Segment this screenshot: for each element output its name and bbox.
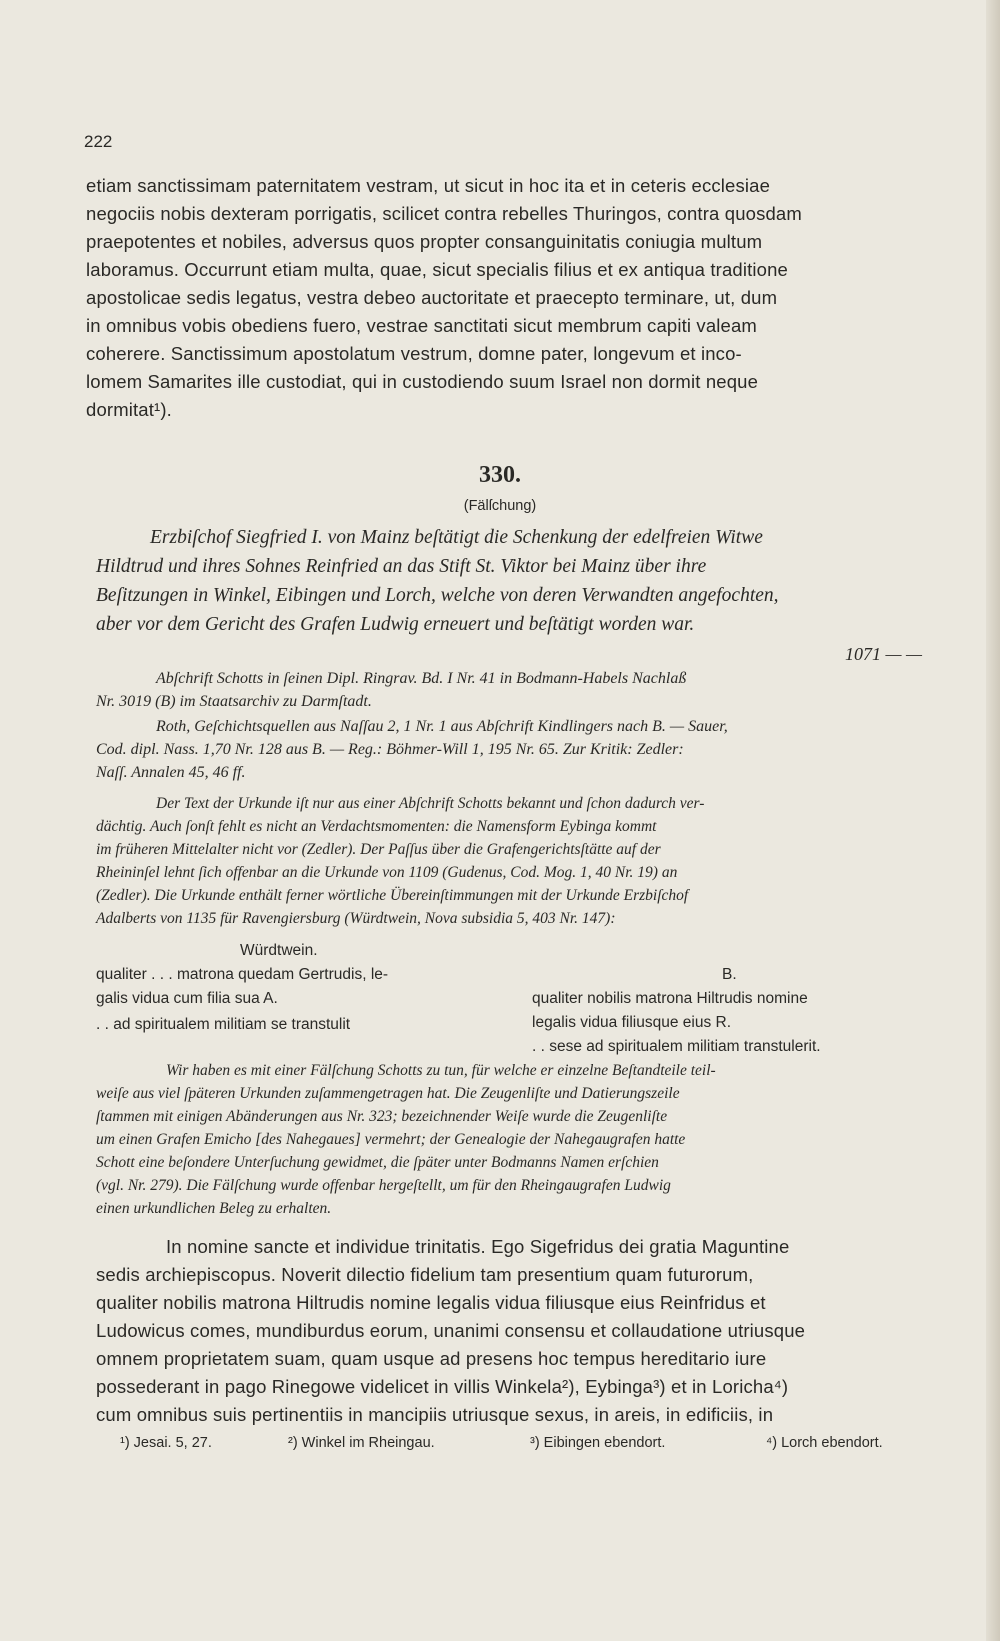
page-number: 222 [84, 132, 113, 151]
comparison-right-line: legalis vidua filiusque eius R. [532, 1014, 732, 1031]
text-line: dormitat¹). [86, 399, 172, 420]
text-line: coherere. Sanctissimum apostolatum vestrum, domne pater, longevum et inco- [86, 343, 742, 364]
charter-line: Ludowicus comes, mundiburdus eorum, unanimi consensu et collaudatione utriusque [96, 1320, 806, 1341]
source-line: Naſſ. Annalen 45, 46 ff. [96, 764, 246, 781]
footnote: ³) Eibingen ebendort. [530, 1435, 666, 1451]
text-line: etiam sanctissimam paternitatem vestram, ut sicut in hoc ita et in ceteris ecclesiae [86, 175, 771, 196]
commentary-line: Der Text der Urkunde iſt nur aus einer Abſchrift Schotts bekannt und ſchon dadurch ver- [156, 795, 705, 812]
document-subtitle: (Fälſchung) [463, 498, 537, 514]
analysis-line: Schott eine beſondere Unterſuchung gewidmet, die ſpäter unter Bodmanns Namen erſchien [96, 1154, 659, 1171]
comparison-right-line: qualiter nobilis matrona Hiltrudis nomine [532, 990, 808, 1007]
analysis-line: ſtammen mit einigen Abänderungen aus Nr. 323; bezeichnender Weiſe wurde die Zeugenliſte [96, 1108, 668, 1125]
text-line: praepotentes et nobiles, adversus quos propter consanguinitatis coniugia multum [86, 231, 763, 252]
charter-line: In nomine sancte et individue trinitatis. Ego Sigefridus dei gratia Maguntine [166, 1236, 790, 1257]
comparison-left-heading: Würdtwein. [240, 942, 318, 959]
source-line: Roth, Geſchichtsquellen aus Naſſau 2, 1 Nr. 1 aus Abſchrift Kindlingers nach B. — Sauer, [156, 718, 728, 735]
source-line: Abſchrift Schotts in ſeinen Dipl. Ringrav. Bd. I Nr. 41 in Bodmann-Habels Nachlaß [156, 670, 687, 687]
analysis-line: Wir haben es mit einer Fälſchung Schotts zu tun, für welche er einzelne Beſtandteile teil- [166, 1062, 716, 1079]
analysis-line: um einen Grafen Emicho [des Nahegaues] vermehrt; der Genealogie der Nahegaugrafen hatte [96, 1131, 686, 1148]
regest-line: Beſitzungen in Winkel, Eibingen und Lorch, welche von deren Verwandten angefochten, [96, 585, 779, 606]
commentary-line: Rheininſel lehnt ſich offenbar an die Urkunde von 1109 (Gudenus, Cod. Mog. 1, 40 Nr. 19) an [96, 864, 678, 881]
regest-line: aber vor dem Gericht des Grafen Ludwig erneuert und beſtätigt worden war. [96, 614, 695, 635]
footnote: ⁴) Lorch ebendort. [766, 1435, 883, 1451]
comparison-left-line: qualiter . . . matrona quedam Gertrudis, le- [96, 966, 389, 983]
regest-line: Hildtrud und ihres Sohnes Reinfried an das Stift St. Viktor bei Mainz über ihre [96, 556, 707, 577]
source-line: Nr. 3019 (B) im Staatsarchiv zu Darmſtadt. [96, 693, 372, 710]
regest-line: Erzbiſchof Siegfried I. von Mainz beſtätigt die Schenkung der edelfreien Witwe [150, 527, 763, 548]
commentary-line: dächtig. Auch ſonſt fehlt es nicht an Verdachtsmomenten: die Namensform Eybinga kommt [96, 818, 657, 835]
footnote: ¹) Jesai. 5, 27. [120, 1435, 212, 1451]
charter-line: omnem proprietatem suam, quam usque ad presens hoc tempus hereditario iure [96, 1348, 767, 1369]
comparison-right-line: . . sese ad spiritualem militiam transtulerit. [532, 1038, 821, 1055]
analysis-line: einen urkundlichen Beleg zu erhalten. [96, 1200, 332, 1217]
charter-line: cum omnibus suis pertinentiis in mancipiis utriusque sexus, in areis, in edificiis, in [96, 1404, 774, 1425]
source-line: Cod. dipl. Nass. 1,70 Nr. 128 aus B. — Reg.: Böhmer-Will 1, 195 Nr. 65. Zur Kritik: Zedler: [96, 741, 684, 758]
comparison-left-line: . . ad spiritualem militiam se transtulit [96, 1016, 351, 1033]
footnote: ²) Winkel im Rheingau. [288, 1435, 435, 1451]
text-line: negociis nobis dexteram porrigatis, scilicet contra rebelles Thuringos, contra quosdam [86, 203, 802, 224]
charter-line: qualiter nobilis matrona Hiltrudis nomine legalis vidua filiusque eius Reinfridus et [96, 1292, 766, 1313]
analysis-line: weiſe aus viel ſpäteren Urkunden zuſammengetragen hat. Die Zeugenliſte und Datierungszeile [96, 1085, 680, 1102]
document-date: 1071 — — [844, 644, 922, 664]
text-line: laboramus. Occurrunt etiam multa, quae, sicut specialis filius et ex antiqua traditione [86, 259, 788, 280]
text-line: lomem Samarites ille custodiat, qui in custodiendo suum Israel non dormit neque [86, 371, 759, 392]
commentary-line: (Zedler). Die Urkunde enthält ferner wörtliche Übereinſtimmungen mit der Urkunde Erzbiſchof [96, 887, 689, 904]
text-line: in omnibus vobis obediens fuero, vestrae sanctitati sicut membrum capiti valeam [86, 315, 757, 336]
text-line: apostolicae sedis legatus, vestra debeo auctoritate et praecepto terminare, ut, dum [86, 287, 778, 308]
document-number: 330. [479, 462, 521, 488]
charter-line: sedis archiepiscopus. Noverit dilectio fidelium tam presentium quam futurorum, [96, 1264, 754, 1285]
commentary-line: im früheren Mittelalter nicht vor (Zedler). Der Paſſus über die Grafengerichtsſtätte auf der [96, 841, 661, 858]
page-edge-shadow [986, 0, 1000, 1641]
comparison-right-heading: B. [722, 966, 737, 983]
charter-line: possederant in pago Rinegowe videlicet in villis Winkela²), Eybinga³) et in Loricha⁴) [96, 1376, 789, 1397]
commentary-line: Adalberts von 1135 für Ravengiersburg (Würdtwein, Nova subsidia 5, 403 Nr. 147): [96, 910, 616, 927]
comparison-left-line: galis vidua cum filia sua A. [96, 990, 278, 1007]
analysis-line: (vgl. Nr. 279). Die Fälſchung wurde offenbar hergeſtellt, um für den Rheingaugrafen Ludwig [96, 1177, 671, 1194]
